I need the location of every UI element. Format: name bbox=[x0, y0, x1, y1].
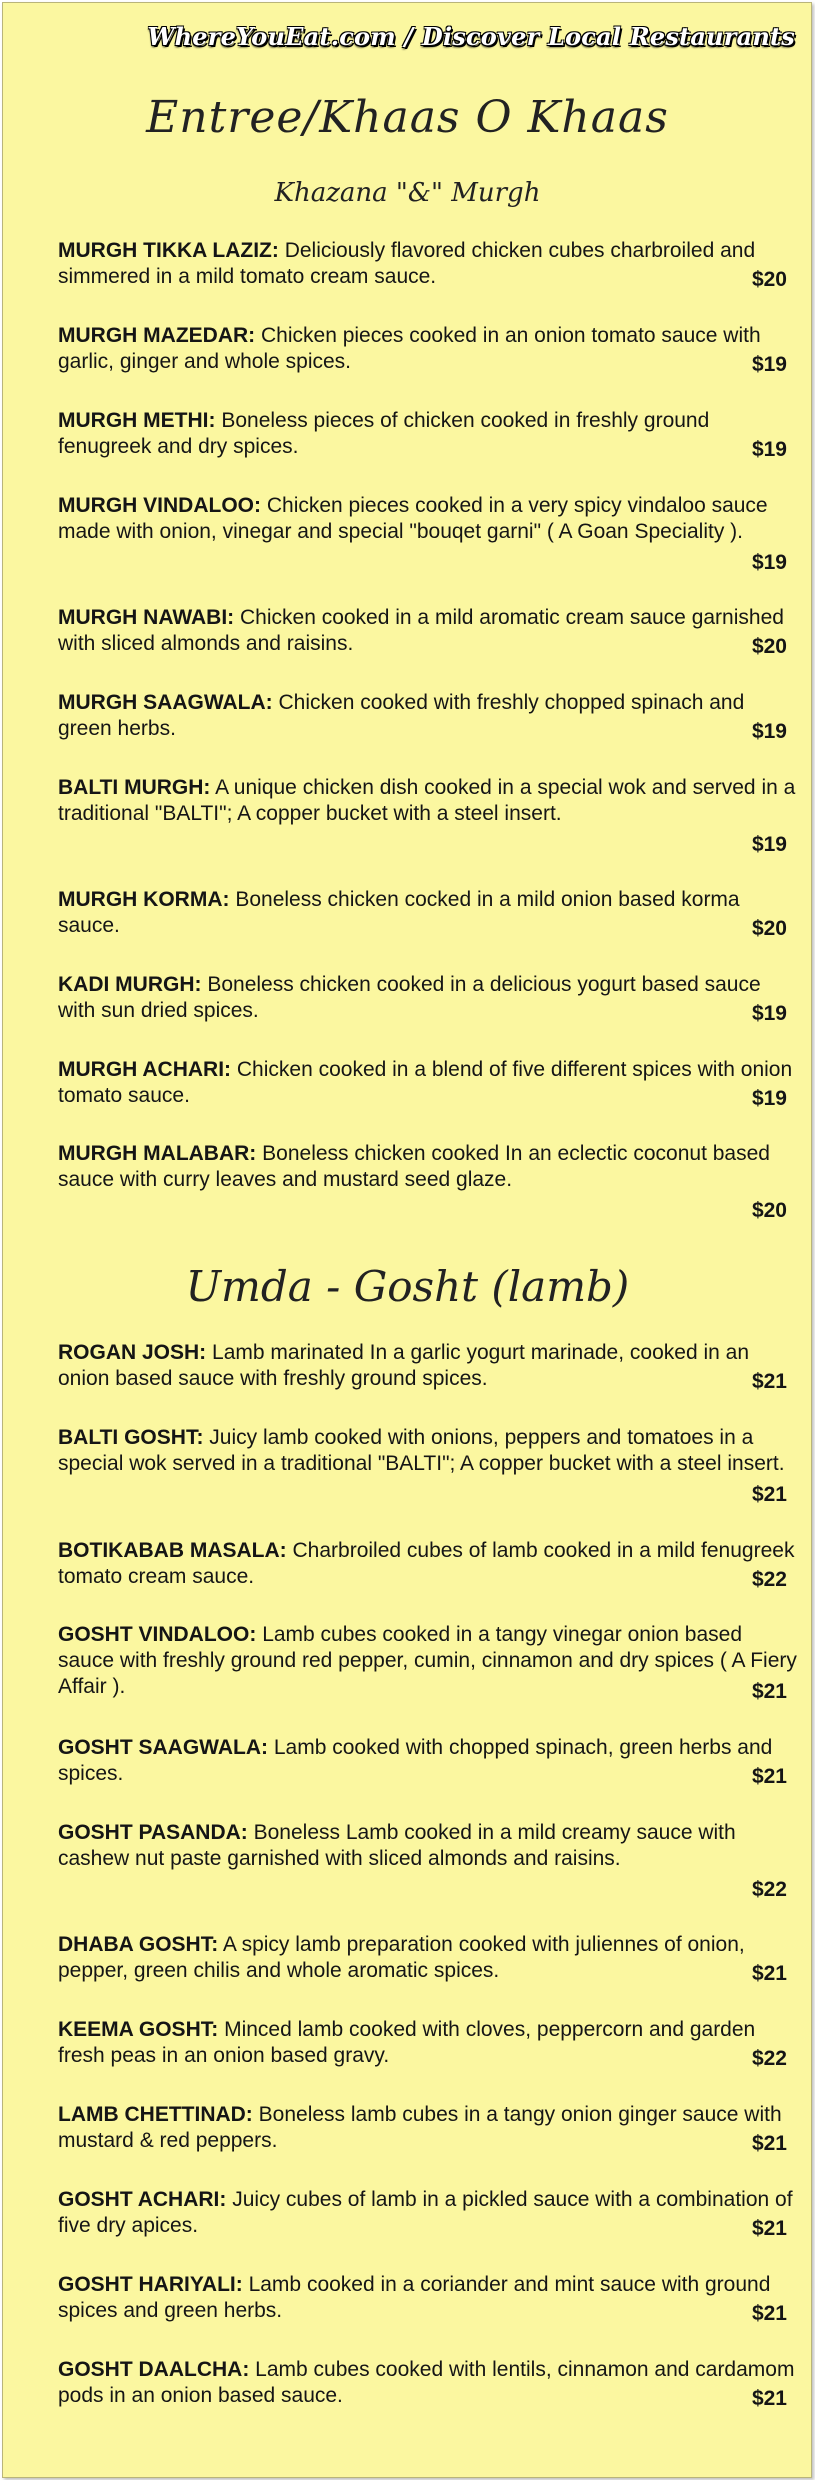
item-price: $19 bbox=[751, 1002, 787, 1025]
item-price: $20 bbox=[751, 635, 787, 658]
item-price: $22 bbox=[751, 1568, 787, 1591]
menu-item bbox=[58, 323, 798, 375]
item-name: GOSHT HARIYALI: bbox=[58, 2273, 243, 2296]
menu-item bbox=[58, 2357, 798, 2409]
item-description: Lamb cooked with chopped spinach, green herbs and spices. bbox=[58, 1736, 773, 1785]
item-description: Boneless chicken cooked in a delicious yogurt based sauce with sun dried spices. bbox=[58, 973, 761, 1022]
menu-item bbox=[58, 1622, 798, 1700]
menu-item bbox=[58, 690, 798, 742]
menu-item bbox=[58, 2187, 798, 2239]
menu-item bbox=[58, 1340, 798, 1392]
item-description: Lamb marinated In a garlic yogurt marinade, cooked in an onion based sauce with freshly ground spices. bbox=[58, 1341, 749, 1390]
menu-item bbox=[58, 1735, 798, 1787]
item-description: Chicken pieces cooked in a very spicy vindaloo sauce made with onion, vinegar and special "bouqet garni" ( A Goan Speciality ). bbox=[58, 494, 768, 543]
menu-item bbox=[58, 1932, 798, 1984]
item-price: $19 bbox=[751, 1087, 787, 1110]
section-subtitle-chicken: Khazana "&" Murgh bbox=[274, 178, 541, 208]
menu-item bbox=[58, 2272, 798, 2324]
item-description: Chicken pieces cooked in an onion tomato sauce with garlic, ginger and whole spices. bbox=[58, 324, 761, 373]
section-title-entree: Entree/Khaas O Khaas bbox=[146, 92, 669, 143]
menu-item bbox=[58, 2102, 798, 2154]
item-price: $21 bbox=[751, 1370, 787, 1393]
item-description: Lamb cubes cooked with lentils, cinnamon and cardamom pods in an onion based sauce. bbox=[58, 2358, 795, 2407]
item-description: Minced lamb cooked with cloves, peppercorn and garden fresh peas in an onion based gravy. bbox=[58, 2018, 756, 2067]
item-name: MURGH MAZEDAR: bbox=[58, 324, 256, 347]
menu-item bbox=[58, 1820, 798, 1872]
item-price: $21 bbox=[751, 1680, 787, 1703]
item-name: MURGH TIKKA LAZIZ: bbox=[58, 239, 279, 262]
item-description: Charbroiled cubes of lamb cooked in a mild fenugreek tomato cream sauce. bbox=[58, 1539, 795, 1588]
item-name: KEEMA GOSHT: bbox=[58, 2018, 219, 2041]
item-name: LAMB CHETTINAD: bbox=[58, 2103, 253, 2126]
item-name: GOSHT SAAGWALA: bbox=[58, 1736, 268, 1759]
item-name: MURGH VINDALOO: bbox=[58, 494, 261, 517]
item-description: Lamb cooked in a coriander and mint sauce with ground spices and green herbs. bbox=[58, 2273, 771, 2322]
item-price: $21 bbox=[751, 2302, 787, 2325]
item-description: Boneless pieces of chicken cooked in freshly ground fenugreek and dry spices. bbox=[58, 409, 710, 458]
item-description: Juicy lamb cooked with onions, peppers and tomatoes in a special wok served in a traditional "BALTI"; A copper bucket with a steel insert. bbox=[58, 1426, 785, 1475]
item-name: DHABA GOSHT: bbox=[58, 1933, 219, 1956]
menu-item bbox=[58, 1425, 798, 1477]
item-name: MURGH MALABAR: bbox=[58, 1142, 257, 1165]
item-description: Chicken cooked in a blend of five different spices with onion tomato sauce. bbox=[58, 1058, 793, 1107]
item-price: $21 bbox=[751, 1962, 787, 1985]
item-name: GOSHT PASANDA: bbox=[58, 1821, 248, 1844]
item-name: BALTI GOSHT: bbox=[58, 1426, 204, 1449]
item-price: $19 bbox=[751, 438, 787, 461]
item-description: Boneless chicken cooked In an eclectic coconut based sauce with curry leaves and mustard seed glaze. bbox=[58, 1142, 770, 1191]
item-price: $22 bbox=[751, 1878, 787, 1901]
menu-item bbox=[58, 1057, 798, 1109]
item-name: GOSHT ACHARI: bbox=[58, 2188, 227, 2211]
menu-item bbox=[58, 605, 798, 657]
item-price: $19 bbox=[751, 833, 787, 856]
site-watermark: WhereYouEat.com / Discover Local Restaurants bbox=[147, 22, 795, 51]
menu-item bbox=[58, 887, 798, 939]
item-name: ROGAN JOSH: bbox=[58, 1341, 207, 1364]
item-description: Juicy cubes of lamb in a pickled sauce with a combination of five dry apices. bbox=[58, 2188, 793, 2237]
menu-item bbox=[58, 408, 798, 460]
item-name: MURGH KORMA: bbox=[58, 888, 230, 911]
menu-item bbox=[58, 1538, 798, 1590]
section-title-lamb: Umda - Gosht (lamb) bbox=[185, 1262, 630, 1311]
item-price: $21 bbox=[751, 2387, 787, 2410]
item-name: GOSHT VINDALOO: bbox=[58, 1623, 257, 1646]
item-price: $21 bbox=[751, 2217, 787, 2240]
item-name: MURGH METHI: bbox=[58, 409, 216, 432]
item-description: Chicken cooked with freshly chopped spinach and green herbs. bbox=[58, 691, 745, 740]
item-description: A unique chicken dish cooked in a special wok and served in a traditional "BALTI"; A copper bucket with a steel insert. bbox=[58, 776, 796, 825]
item-price: $19 bbox=[751, 353, 787, 376]
item-price: $22 bbox=[751, 2047, 787, 2070]
item-name: BOTIKABAB MASALA: bbox=[58, 1539, 287, 1562]
item-description: Boneless lamb cubes in a tangy onion ginger sauce with mustard & red peppers. bbox=[58, 2103, 782, 2152]
item-price: $20 bbox=[751, 917, 787, 940]
item-name: MURGH NAWABI: bbox=[58, 606, 235, 629]
menu-item bbox=[58, 1141, 798, 1193]
item-description: Lamb cubes cooked in a tangy vinegar onion based sauce with freshly ground red pepper, cumin, cinnamon and dry spices ( A Fiery Affair ). bbox=[58, 1623, 797, 1698]
item-price: $21 bbox=[751, 1765, 787, 1788]
item-price: $21 bbox=[751, 2132, 787, 2155]
item-description: Chicken cooked in a mild aromatic cream sauce garnished with sliced almonds and raisins. bbox=[58, 606, 784, 655]
item-name: KADI MURGH: bbox=[58, 973, 202, 996]
item-description: Boneless Lamb cooked in a mild creamy sauce with cashew nut paste garnished with sliced almonds and raisins. bbox=[58, 1821, 736, 1870]
item-name: GOSHT DAALCHA: bbox=[58, 2358, 250, 2381]
menu-item bbox=[58, 775, 798, 827]
item-name: MURGH SAAGWALA: bbox=[58, 691, 273, 714]
menu-item bbox=[58, 493, 798, 545]
item-price: $19 bbox=[751, 551, 787, 574]
item-price: $20 bbox=[751, 268, 787, 291]
item-description: Boneless chicken cocked in a mild onion based korma sauce. bbox=[58, 888, 740, 937]
item-price: $19 bbox=[751, 720, 787, 743]
item-name: MURGH ACHARI: bbox=[58, 1058, 232, 1081]
item-description: Deliciously flavored chicken cubes charbroiled and simmered in a mild tomato cream sauce. bbox=[58, 239, 756, 288]
item-price: $21 bbox=[751, 1483, 787, 1506]
item-description: A spicy lamb preparation cooked with juliennes of onion, pepper, green chilis and whole aromatic spices. bbox=[58, 1933, 745, 1982]
menu-item bbox=[58, 238, 798, 290]
item-price: $20 bbox=[751, 1199, 787, 1222]
menu-item bbox=[58, 972, 798, 1024]
item-name: BALTI MURGH: bbox=[58, 776, 211, 799]
menu-item bbox=[58, 2017, 798, 2069]
